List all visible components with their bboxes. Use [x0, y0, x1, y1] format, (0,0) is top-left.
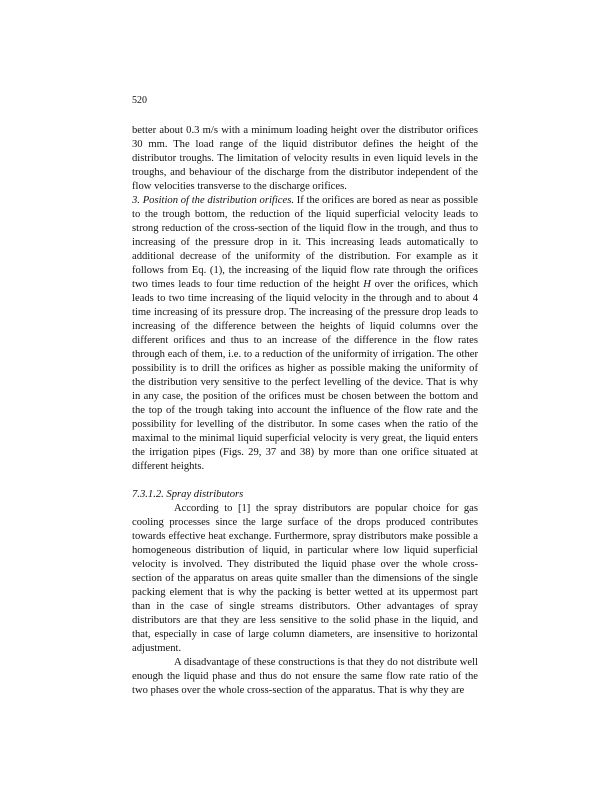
- paragraph-number: 3.: [132, 195, 140, 206]
- paragraph-spray-advantages: According to [1] the spray distributors are popular choice for gas cooling processes since the large surface of the drops produced contributes towards effective heat exchange. Furthermore, spray distributors make possible a homogeneous distribution of liquid, in particular where low liquid superficial velocity is involved. They distributed the liquid phase over the whole cross-section of the apparatus on areas quite smaller than the dimensions of the single packing element that is why the packing is better wetted at its uppermost part than in the case of single streams distributors. Other advantages of spray distributors are that they are less sensitive to the solid phase in the liquid, and that, especially in case of large column diameters, are insensitive to horizontal adjustment.: [132, 503, 478, 654]
- paragraph-velocity-limit: better about 0.3 m/s with a minimum loading height over the distributor orifices 30 mm. The load range of the liquid distributor defines the height of the distributor troughs. The limitation of velocity results in even liquid levels in the troughs, and behaviour of the discharge from the distributor independent of the flow velocities transverse to the discharge orifices.: [132, 125, 478, 192]
- section-heading: 7.3.1.2. Spray distributors: [132, 489, 244, 500]
- page-number: 520: [132, 95, 147, 106]
- paragraph-orifice-position: [132, 194, 478, 474]
- paragraph-text-part-b: over the orifices, which leads to two time increasing of the liquid velocity in the through and to about 4 time increasing of its pressure drop. The increasing of the pressure drop leads to increasing of the difference between the heights of liquid columns over the different orifices and thus to an increase of the difference in the flow rates through each of them, i.e. to a reduction of the uniformity of irrigation. The other possibility is to drill the orifices as higher as possible making the uniformity of the distribution very sensitive to the perfect levelling of the device. That is why in any case, the position of the orifices must be chosen between the bottom and the top of the trough taking into account the influence of the flow rate and the possibility for levelling of the distributor. In some cases when the ratio of the maximal to the minimal liquid superficial velocity is very great, the liquid enters the irrigation pipes (Figs. 29, 37 and 38) by more than one orifice situated at different heights.: [132, 279, 478, 472]
- paragraph-spray-disadvantages: A disadvantage of these constructions is that they do not distribute well enough the liquid phase and thus do not ensure the same flow rate ratio of the two phases over the whole cross-section of the apparatus. That is why they are: [132, 657, 478, 696]
- symbol-h: H: [363, 279, 371, 290]
- paragraph-title: Position of the distribution orifices.: [142, 195, 294, 206]
- paragraph-text-part-a: If the orifices are bored as near as possible to the trough bottom, the reduction of the liquid superficial velocity leads to strong reduction of the cross-section of the liquid flow in the trough, and thus to increasing of the pressure drop in it. This increasing leads automatically to additional decrease of the uniformity of the distribution. For example as it follows from Eq. (1), the increasing of the liquid flow rate through the orifices two times leads to four time reduction of the height: [132, 195, 478, 290]
- body-text: [132, 124, 478, 698]
